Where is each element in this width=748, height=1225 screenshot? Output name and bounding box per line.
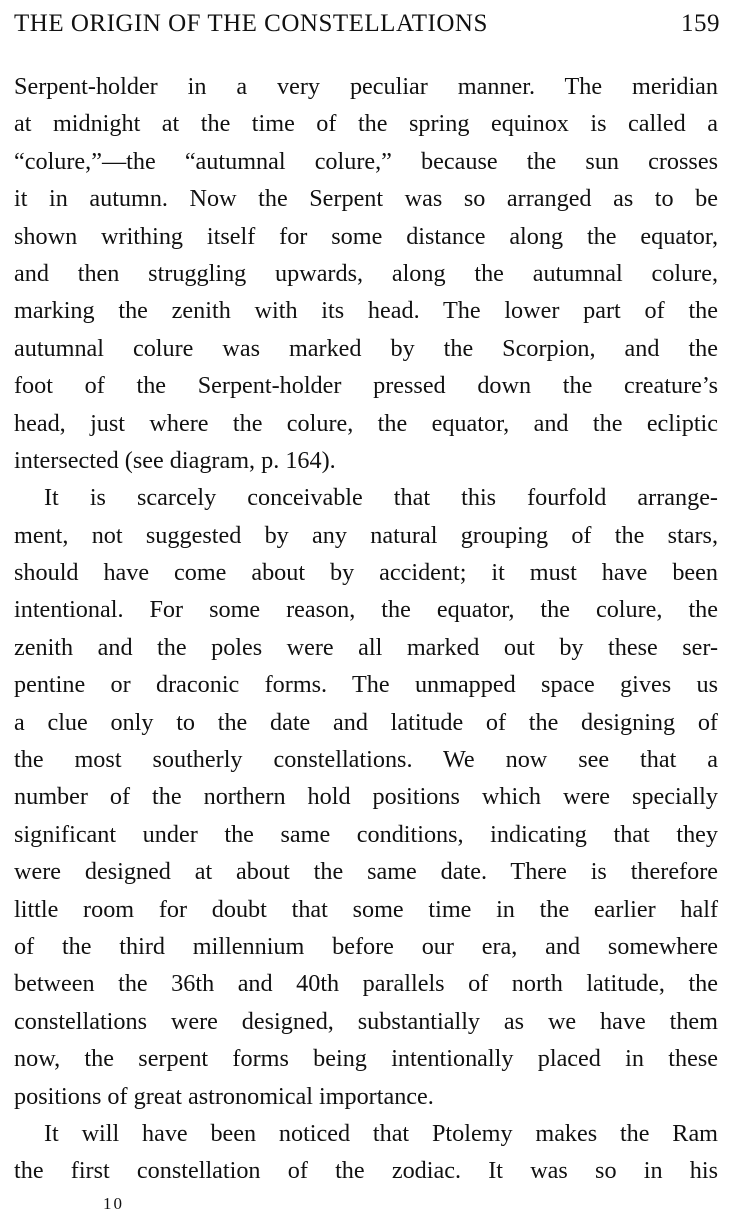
body-text — [14, 68, 718, 1190]
text-line: intentional. For some reason, the equator, the colure, the — [14, 596, 718, 624]
text-line: positions of great astronomical importance. — [14, 1082, 434, 1110]
text-line: marking the zenith with its head. The lower part of the — [14, 297, 718, 325]
paragraph-first-line: It is scarcely conceivable that this fourfold arrange- — [44, 484, 718, 512]
text-line: at midnight at the time of the spring equinox is called a — [14, 110, 718, 138]
text-line: now, the serpent forms being intentionally placed in these — [14, 1045, 718, 1073]
text-line: ment, not suggested by any natural grouping of the stars, — [14, 521, 718, 549]
text-line: constellations were designed, substantially as we have them — [14, 1007, 718, 1035]
text-line: zenith and the poles were all marked out by these ser- — [14, 633, 718, 661]
text-line: it in autumn. Now the Serpent was so arranged as to be — [14, 185, 718, 213]
text-line: shown writhing itself for some distance along the equator, — [14, 222, 718, 250]
text-line: “colure,”—the “autumnal colure,” because the sun crosses — [14, 147, 718, 175]
paragraph-first-line: It will have been noticed that Ptolemy makes the Ram — [44, 1119, 718, 1147]
text-line: were designed at about the same date. There is therefore — [14, 858, 718, 886]
text-line: intersected (see diagram, p. 164). — [14, 446, 336, 474]
running-head-title: THE ORIGIN OF THE CONSTELLATIONS — [14, 10, 488, 37]
text-line: Serpent-holder in a very peculiar manner. The meridian — [14, 73, 718, 100]
text-line: head, just where the colure, the equator, and the ecliptic — [14, 409, 718, 437]
text-line: the first constellation of the zodiac. It was so in his — [14, 1157, 718, 1185]
text-line: between the 36th and 40th parallels of north latitude, the — [14, 970, 718, 998]
running-head — [14, 10, 720, 46]
signature-mark: 10 — [103, 1194, 124, 1213]
text-line: the most southerly constellations. We now see that a — [14, 746, 718, 774]
text-line: number of the northern hold positions which were specially — [14, 783, 718, 811]
page-number: 159 — [681, 10, 720, 37]
text-line: pentine or draconic forms. The unmapped space gives us — [14, 671, 718, 699]
text-line: a clue only to the date and latitude of the designing of — [14, 708, 718, 736]
text-line: foot of the Serpent-holder pressed down the creature’s — [14, 372, 718, 400]
text-line: and then struggling upwards, along the autumnal colure, — [14, 259, 718, 287]
text-line: significant under the same conditions, indicating that they — [14, 820, 718, 848]
text-line: of the third millennium before our era, and somewhere — [14, 932, 718, 960]
text-line: autumnal colure was marked by the Scorpion, and the — [14, 334, 718, 362]
text-line: little room for doubt that some time in the earlier half — [14, 895, 718, 923]
text-line: should have come about by accident; it must have been — [14, 559, 718, 587]
